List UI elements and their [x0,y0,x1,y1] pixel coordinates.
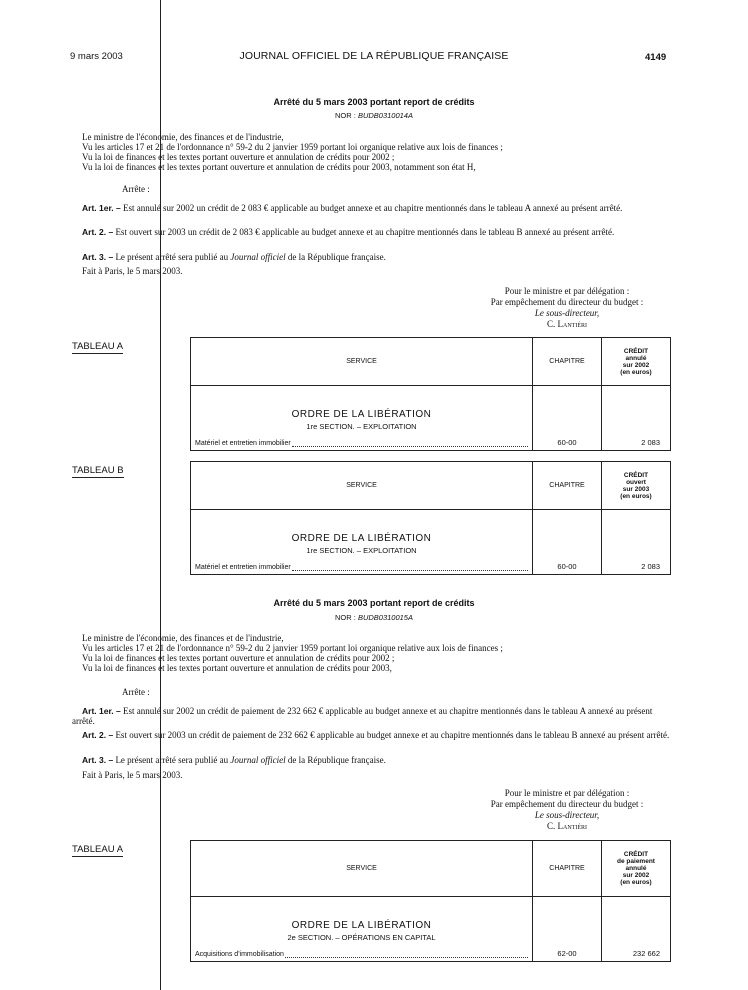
tableau-b1-section: 1re SECTION. – EXPLOITATION [306,546,417,555]
arrete2-preamble-0: Le ministre de l'économie, des finances et de l'industrie, [82,633,284,643]
arrete1-arrete-word: Arrête : [122,184,150,194]
tableau-a2-section: 2e SECTION. – OPÉRATIONS EN CAPITAL [287,933,436,942]
tableau-b1-line: Matériel et entretien immobilier [191,564,532,571]
tableau-a2-service-cell [191,897,533,962]
tableau-b1-header-credit: CRÉDIT ouvert sur 2003 (en euros) [602,462,671,510]
tableau-a2-label: TABLEAU A [72,844,124,855]
arrete2-preamble-1: Vu les articles 17 et 21 de l'ordonnance n° 59-2 du 2 janvier 1959 portant loi organique relative aux lois de finances ; [82,643,503,653]
arrete1-preamble-0: Le ministre de l'économie, des finances et de l'industrie, [82,132,284,142]
tableau-b1-ordre: ORDRE DE LA LIBÉRATION [291,533,432,544]
tableau-a1-service-cell [191,386,533,451]
arrete1-nor: NOR : BUDB0310014A [335,111,413,120]
arrete2-fait: Fait à Paris, le 5 mars 2003. [82,770,183,780]
tableau-a1-header-service: SERVICE [191,338,533,386]
tableau-b1-label: TABLEAU B [72,465,124,476]
tableau-a1-montant: 2 083 [602,386,671,451]
tableau-a2-chapitre: 62-00 [533,897,602,962]
header-page-number: 4149 [645,52,667,63]
tableau-a1-line: Matériel et entretien immobilier [191,440,532,447]
tableau-b1-header-chapitre: CHAPITRE [533,462,602,510]
tableau-a1-chapitre: 60-00 [533,386,602,451]
arrete2-title: Arrêté du 5 mars 2003 portant report de crédits [273,598,475,608]
arrete2-preamble-3: Vu la loi de finances et les textes portant ouverture et annulation de crédits pour 2003, [82,663,392,673]
tableau-b1-header-service: SERVICE [191,462,533,510]
tableau-b1 [190,461,671,575]
arrete1-preamble-1: Vu les articles 17 et 21 de l'ordonnance n° 59-2 du 2 janvier 1959 portant loi organique relative aux lois de finances ; [82,142,503,152]
tableau-b1-chapitre: 60-00 [533,510,602,575]
tableau-a1-ordre: ORDRE DE LA LIBÉRATION [291,409,432,420]
tableau-a2-header-credit: CRÉDIT de paiement annulé sur 2002 (en euros) [602,841,671,897]
tableau-a1-section: 1re SECTION. – EXPLOITATION [306,422,417,431]
arrete2-arrete-word: Arrête : [122,687,150,697]
tableau-a2-header-service: SERVICE [191,841,533,897]
arrete1-fait: Fait à Paris, le 5 mars 2003. [82,266,183,276]
tableau-b1-montant: 2 083 [602,510,671,575]
arrete1-preamble-3: Vu la loi de finances et les textes portant ouverture et annulation de crédits pour 2003, notamment son état H, [82,162,476,172]
header-journal-title: JOURNAL OFFICIEL DE LA RÉPUBLIQUE FRANÇAISE [239,50,509,62]
arrete2-article-1: Art. 1er. – Est annulé sur 2002 un crédit de paiement de 232 662 € applicable au budget annexe et au chapitre mentionnés dans le tableau A annexé au présent arrêté. [72,706,653,726]
tableau-a2 [190,840,671,962]
arrete2-article-2: Art. 2. – Est ouvert sur 2003 un crédit de paiement de 232 662 € applicable au budget annexe et au chapitre mentionnés dans le tableau B annexé au présent arrêté. [82,730,670,740]
arrete2-article-3: Art. 3. – Le présent arrêté sera publié au Journal officiel de la République française. [82,755,386,765]
tableau-a1 [190,337,671,451]
tableau-a2-line: Acquisitions d'immobilisation [191,951,532,958]
header-date: 9 mars 2003 [70,51,123,62]
arrete1-article-2: Art. 2. – Est ouvert sur 2003 un crédit de 2 083 € applicable au budget annexe et au chapitre mentionnés dans le tableau B annexé au présent arrêté. [82,227,615,237]
arrete2-signature: Pour le ministre et par délégation : Par empêchement du directeur du budget : Le sous-directeur, C. Lantiéri [490,788,644,831]
tableau-a1-label: TABLEAU A [72,341,124,352]
arrete1-signature: Pour le ministre et par délégation : Par empêchement du directeur du budget : Le sous-directeur, C. Lantiéri [490,286,644,329]
tableau-a1-header-chapitre: CHAPITRE [533,338,602,386]
tableau-a2-ordre: ORDRE DE LA LIBÉRATION [291,920,432,931]
arrete1-title: Arrêté du 5 mars 2003 portant report de crédits [273,97,475,107]
arrete1-article-3: Art. 3. – Le présent arrêté sera publié au Journal officiel de la République française. [82,252,386,262]
tableau-b1-service-cell [191,510,533,575]
tableau-a1-header-credit: CRÉDIT annulé sur 2002 (en euros) [602,338,671,386]
arrete2-nor: NOR : BUDB0310015A [335,613,413,622]
arrete1-preamble-2: Vu la loi de finances et les textes portant ouverture et annulation de crédits pour 2002 ; [82,152,395,162]
arrete1-article-1: Art. 1er. – Est annulé sur 2002 un crédit de 2 083 € applicable au budget annexe et au chapitre mentionnés dans le tableau A annexé au présent arrêté. [82,203,623,213]
tableau-a2-header-chapitre: CHAPITRE [533,841,602,897]
arrete2-preamble-2: Vu la loi de finances et les textes portant ouverture et annulation de crédits pour 2002 ; [82,653,395,663]
tableau-a2-montant: 232 662 [602,897,671,962]
